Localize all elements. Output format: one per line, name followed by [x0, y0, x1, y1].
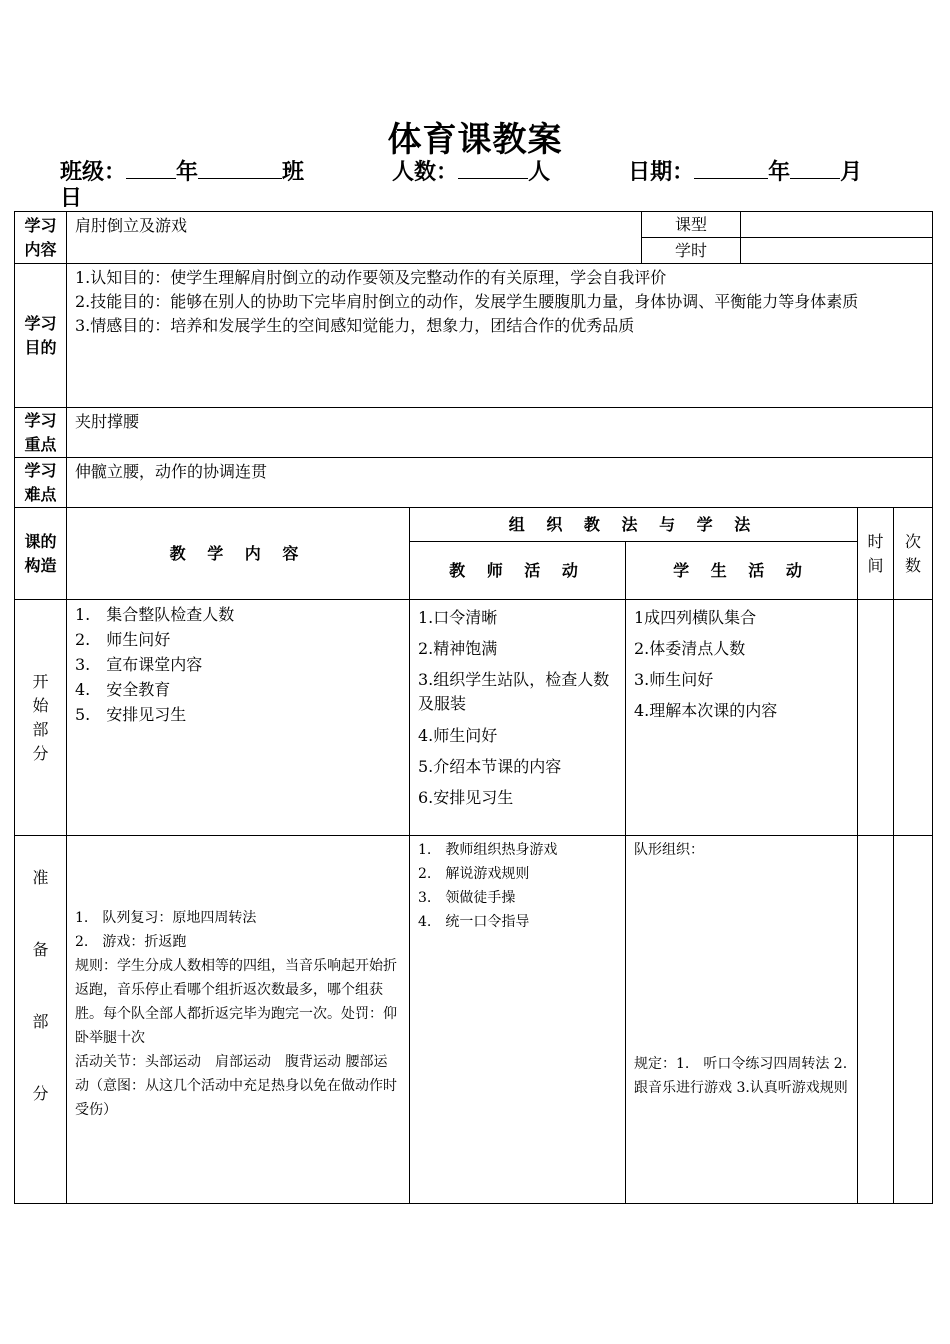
- list-item: 3. 领做徒手操: [418, 890, 516, 906]
- difficulties-label: 学习难点: [15, 458, 67, 508]
- type-label: 课型: [642, 212, 741, 238]
- content-header: 教 学 内 容: [67, 508, 410, 600]
- list-item: 3.师生问好: [634, 670, 714, 689]
- start-teacher: [410, 600, 626, 836]
- hours-label: 学时: [642, 238, 741, 264]
- date-month-blank: [790, 158, 840, 179]
- date-day-unit: 日: [60, 186, 83, 211]
- start-times: [894, 600, 933, 836]
- list-item: 2.体委清点人数: [634, 639, 746, 658]
- structure-label: 课的构造: [15, 508, 67, 600]
- date-year-unit: 年: [768, 160, 791, 185]
- header-info: [60, 158, 900, 212]
- lesson-plan-table: [14, 211, 933, 1204]
- prep-warmup: 活动关节：头部运动 肩部运动 腹背运动 腰部运动（意图：从这几个活动中充足热身以免在做动作时受伤）: [75, 1054, 397, 1118]
- prep-item: 1. 队列复习：原地四周转法: [75, 910, 257, 926]
- list-item: 4.师生问好: [418, 726, 498, 745]
- count-blank: [458, 158, 528, 179]
- times-header: 次数: [894, 508, 933, 600]
- list-item: 5. 安排见习生: [75, 705, 187, 724]
- start-student: [626, 600, 858, 836]
- time-header: 时间: [858, 508, 894, 600]
- org-header: 组 织 教 法 与 学 法: [410, 508, 858, 542]
- list-item: 4.理解本次课的内容: [634, 701, 778, 720]
- list-item: 3.组织学生站队，检查人数及服装: [418, 670, 610, 713]
- formation-label: 队形组织：: [634, 842, 704, 858]
- prep-times: [894, 836, 933, 1204]
- teacher-header: 教 师 活 动: [410, 542, 626, 600]
- class-label: 班级：: [60, 160, 127, 185]
- goal-item: 2.技能目的：能够在别人的协助下完毕肩肘倒立的动作，发展学生腰腹肌力量，身体协调、平衡能力等身体素质: [75, 292, 859, 311]
- prep-teacher: [410, 836, 626, 1204]
- list-item: 1.口令清晰: [418, 608, 498, 627]
- list-item: 5.介绍本节课的内容: [418, 757, 562, 776]
- prep-item: 2. 游戏：折返跑: [75, 934, 187, 950]
- year-blank: [126, 158, 176, 179]
- list-item: 2. 师生问好: [75, 630, 171, 649]
- hours-value: [741, 238, 933, 264]
- key-points-value: 夹肘撑腰: [67, 408, 933, 458]
- count-label: 人数：: [392, 160, 459, 185]
- goal-item: 1.认知目的：使学生理解肩肘倒立的动作要领及完整动作的有关原理，学会自我评价: [75, 268, 667, 287]
- date-label: 日期：: [628, 160, 695, 185]
- prep-content: [67, 836, 410, 1204]
- start-content: [67, 600, 410, 836]
- difficulties-value: 伸髋立腰，动作的协调连贯: [67, 458, 933, 508]
- goals-label: 学习目的: [15, 264, 67, 408]
- prep-student: [626, 836, 862, 1204]
- list-item: 1. 教师组织热身游戏: [418, 842, 558, 858]
- list-item: 3. 宣布课堂内容: [75, 655, 203, 674]
- key-points-label: 学习重点: [15, 408, 67, 458]
- list-item: 1成四列横队集合: [634, 608, 757, 627]
- prep-student-rules: 规定：1. 听口令练习四周转法 2. 跟音乐进行游戏 3.认真听游戏规则: [634, 1056, 862, 1096]
- content-value: 肩肘倒立及游戏: [67, 212, 642, 264]
- student-header: 学 生 活 动: [626, 542, 858, 600]
- date-month-unit: 月: [840, 160, 863, 185]
- list-item: 2. 解说游戏规则: [418, 866, 530, 882]
- list-item: 1. 集合整队检查人数: [75, 605, 235, 624]
- list-item: 4. 安全教育: [75, 680, 171, 699]
- list-item: 4. 统一口令指导: [418, 914, 530, 930]
- prep-section-label: 准 备 部 分: [15, 836, 67, 1204]
- content-label: 学习内容: [15, 212, 67, 264]
- type-value: [741, 212, 933, 238]
- page-title: 体育课教案: [387, 120, 563, 160]
- class-unit: 班: [282, 160, 305, 185]
- goal-item: 3.情感目的：培养和发展学生的空间感知觉能力，想象力，团结合作的优秀品质: [75, 316, 635, 335]
- start-section-label: 开始部分: [15, 600, 67, 836]
- year-unit: 年: [176, 160, 199, 185]
- prep-rules: 规则：学生分成人数相等的四组，当音乐响起开始折返跑，音乐停止看哪个组折返次数最多，哪个组获胜。每个队全部人都折返完毕为跑完一次。处罚：仰卧举腿十次: [75, 958, 397, 1046]
- class-blank: [198, 158, 282, 179]
- prep-time: [858, 836, 894, 1204]
- count-unit: 人: [528, 160, 551, 185]
- list-item: 2.精神饱满: [418, 639, 498, 658]
- date-year-blank: [694, 158, 768, 179]
- goals-list: [67, 264, 933, 408]
- formation-diagram-area: [634, 862, 849, 1052]
- list-item: 6.安排见习生: [418, 788, 514, 807]
- start-time: [858, 600, 894, 836]
